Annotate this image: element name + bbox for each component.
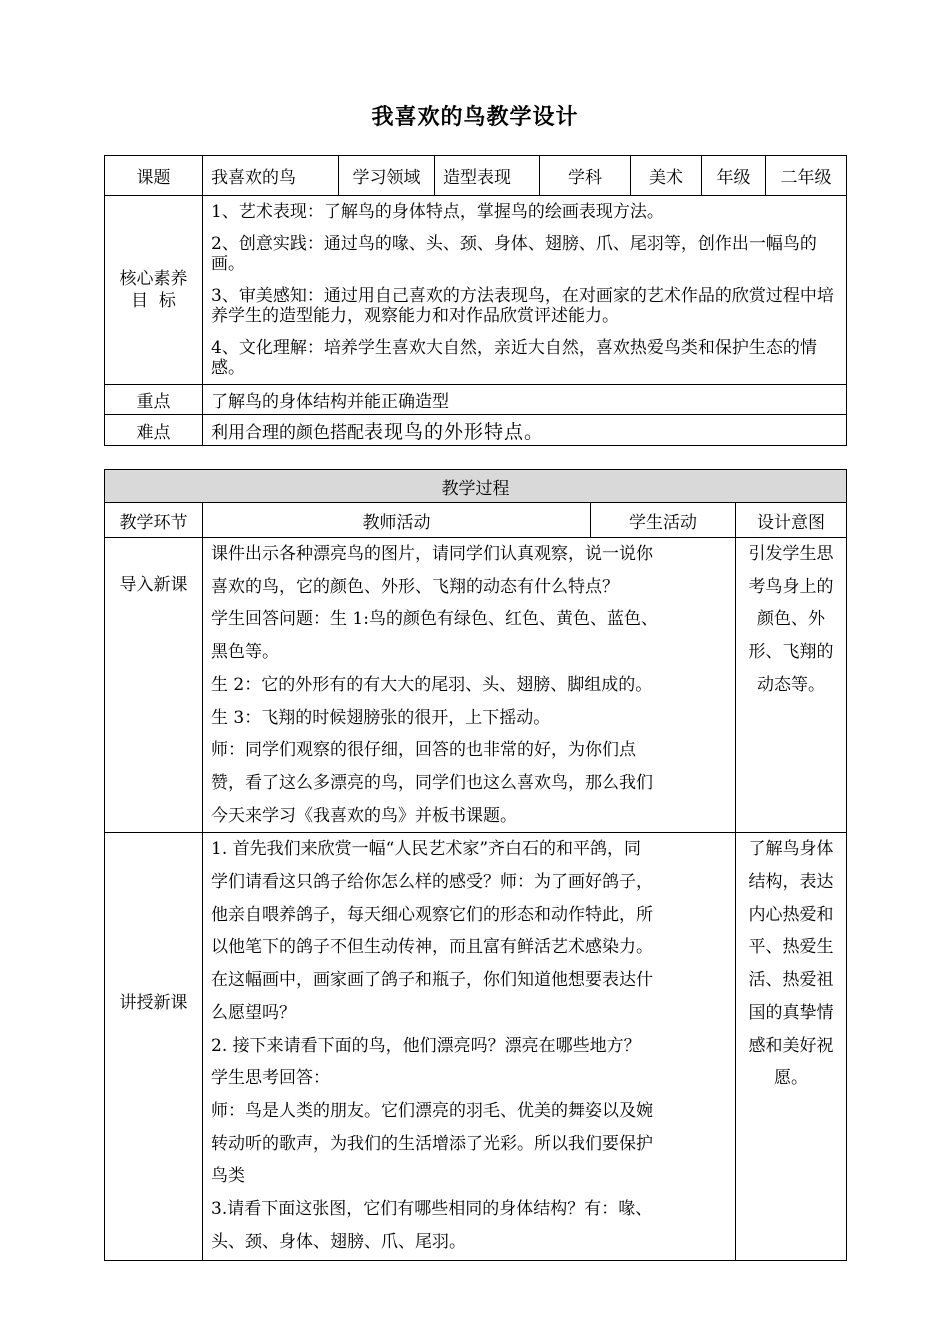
design-intent bbox=[736, 833, 847, 1261]
activity-line: 师：鸟是人类的朋友。它们漂亮的羽毛、优美的舞姿以及婉 bbox=[211, 1100, 653, 1121]
activity-line: 在这幅画中，画家画了鸽子和瓶子，你们知道他想要表达什 bbox=[211, 970, 653, 991]
activity-line: 3.请看下面这张图，它们有哪些相同的身体结构？有：喙、 bbox=[211, 1199, 653, 1220]
intent-line: 考鸟身上的 bbox=[748, 576, 834, 597]
activity-line: 他亲自喂养鸽子，每天细心观察它们的形态和动作特此，所 bbox=[211, 904, 653, 925]
goal-item: 3、审美感知：通过用自己喜欢的方法表现鸟，在对画家的艺术作品的欣赏过程中培养学生的造型能力，观察能力和对作品欣赏评述能力。 bbox=[211, 286, 834, 326]
activity-line: 转动听的歌声，为我们的生活增添了光彩。所以我们要保护 bbox=[211, 1133, 653, 1154]
intent-line: 内心热爱和 bbox=[748, 904, 834, 925]
domain-label: 学习领域 bbox=[339, 156, 435, 196]
intent-line: 引发学生思 bbox=[748, 544, 834, 564]
stage-row-intro bbox=[105, 538, 847, 833]
difficulty-value-a: 利用合理的颜色搭配 bbox=[211, 422, 364, 443]
activity-line: 鸟类 bbox=[211, 1166, 245, 1187]
activity-line: 学生思考回答： bbox=[211, 1068, 330, 1089]
key-label: 重点 bbox=[105, 385, 203, 415]
goal-item: 1、艺术表现：了解鸟的身体特点，掌握鸟的绘画表现方法。 bbox=[211, 202, 664, 222]
page-title: 我喜欢的鸟教学设计 bbox=[371, 105, 579, 130]
goals-label-line2: 目 标 bbox=[131, 291, 176, 311]
intent-line: 活、热爱祖 bbox=[748, 970, 834, 991]
activity-line: 2. 接下来请看下面的鸟，他们漂亮吗？漂亮在哪些地方？ bbox=[211, 1035, 641, 1056]
key-value: 了解鸟的身体结构并能正确造型 bbox=[203, 385, 847, 415]
domain-value: 造型表现 bbox=[435, 156, 540, 196]
intent-line: 感和美好祝 bbox=[748, 1035, 834, 1056]
column-header-student: 学生活动 bbox=[591, 503, 736, 538]
grade-label: 年级 bbox=[702, 156, 766, 196]
subject-value: 美术 bbox=[631, 156, 702, 196]
activity-line: 赞，看了这么多漂亮的鸟，同学们也这么喜欢鸟，那么我们 bbox=[211, 772, 653, 793]
intent-line: 国的真挚情 bbox=[748, 1002, 834, 1023]
activity-line: 1. 首先我们来欣赏一幅“人民艺术家”齐白石的和平鸽，同 bbox=[211, 839, 642, 860]
teacher-activity bbox=[203, 833, 736, 1261]
intent-line: 形、飞翔的 bbox=[748, 642, 834, 663]
topic-label: 课题 bbox=[105, 156, 203, 196]
difficulty-value bbox=[203, 415, 847, 446]
goals-cell bbox=[203, 196, 847, 385]
intent-line: 颜色、外 bbox=[757, 609, 825, 630]
intent-line: 动态等。 bbox=[757, 674, 825, 695]
intent-line: 结构，表达 bbox=[748, 872, 834, 893]
intent-line: 愿。 bbox=[774, 1068, 808, 1089]
activity-line: 黑色等。 bbox=[211, 642, 279, 663]
column-header-teacher: 教师活动 bbox=[203, 503, 591, 538]
lesson-info-table bbox=[104, 155, 847, 446]
stage-name: 讲授新课 bbox=[105, 833, 203, 1261]
subject-label: 学科 bbox=[540, 156, 631, 196]
grade-value: 二年级 bbox=[766, 156, 847, 196]
column-header-intent: 设计意图 bbox=[736, 503, 847, 538]
intent-line: 了解鸟身体 bbox=[748, 839, 834, 860]
design-intent bbox=[736, 538, 847, 833]
activity-line: 以他笔下的鸽子不但生动传神，而且富有鲜活艺术感染力。 bbox=[211, 937, 653, 958]
activity-line: 学生回答问题：生 1:鸟的颜色有绿色、红色、黄色、蓝色、 bbox=[211, 609, 658, 630]
activity-line: 头、颈、身体、翅膀、爪、尾羽。 bbox=[211, 1231, 466, 1252]
stage-row-new-lesson bbox=[105, 833, 847, 1261]
activity-line: 生 3：飞翔的时候翅膀张的很开，上下摇动。 bbox=[211, 707, 551, 728]
goals-label-line1: 核心素养 bbox=[119, 269, 188, 289]
goal-item: 4、文化理解：培养学生喜欢大自然，亲近大自然，喜欢热爱鸟类和保护生态的情感。 bbox=[211, 338, 817, 378]
intent-line: 平、热爱生 bbox=[748, 937, 834, 958]
stage-name: 导入新课 bbox=[105, 538, 203, 833]
activity-line: 喜欢的鸟，它的颜色、外形、飞翔的动态有什么特点？ bbox=[211, 576, 619, 597]
difficulty-value-b: 表现鸟的外形特点。 bbox=[364, 420, 545, 443]
teacher-activity bbox=[203, 538, 736, 833]
difficulty-label: 难点 bbox=[105, 415, 203, 446]
goal-item: 2、创意实践：通过鸟的喙、头、颈、身体、翅膀、爪、尾羽等，创作出一幅鸟的画。 bbox=[211, 234, 817, 274]
column-header-stage: 教学环节 bbox=[105, 503, 203, 538]
activity-line: 今天来学习《我喜欢的鸟》并板书课题。 bbox=[211, 805, 517, 826]
activity-line: 课件出示各种漂亮鸟的图片，请同学们认真观察，说一说你 bbox=[211, 544, 653, 564]
activity-line: 学们请看这只鸽子给你怎么样的感受？师：为了画好鸽子， bbox=[211, 872, 653, 893]
activity-line: 生 2：它的外形有的有大大的尾羽、头、翅膀、脚组成的。 bbox=[211, 674, 653, 695]
activity-line: 师：同学们观察的很仔细，回答的也非常的好，为你们点 bbox=[211, 740, 636, 761]
goals-label bbox=[105, 196, 203, 385]
teaching-process-table bbox=[104, 469, 847, 1261]
topic-value: 我喜欢的鸟 bbox=[203, 156, 339, 196]
activity-line: 么愿望吗？ bbox=[211, 1002, 296, 1023]
process-header: 教学过程 bbox=[105, 470, 847, 503]
